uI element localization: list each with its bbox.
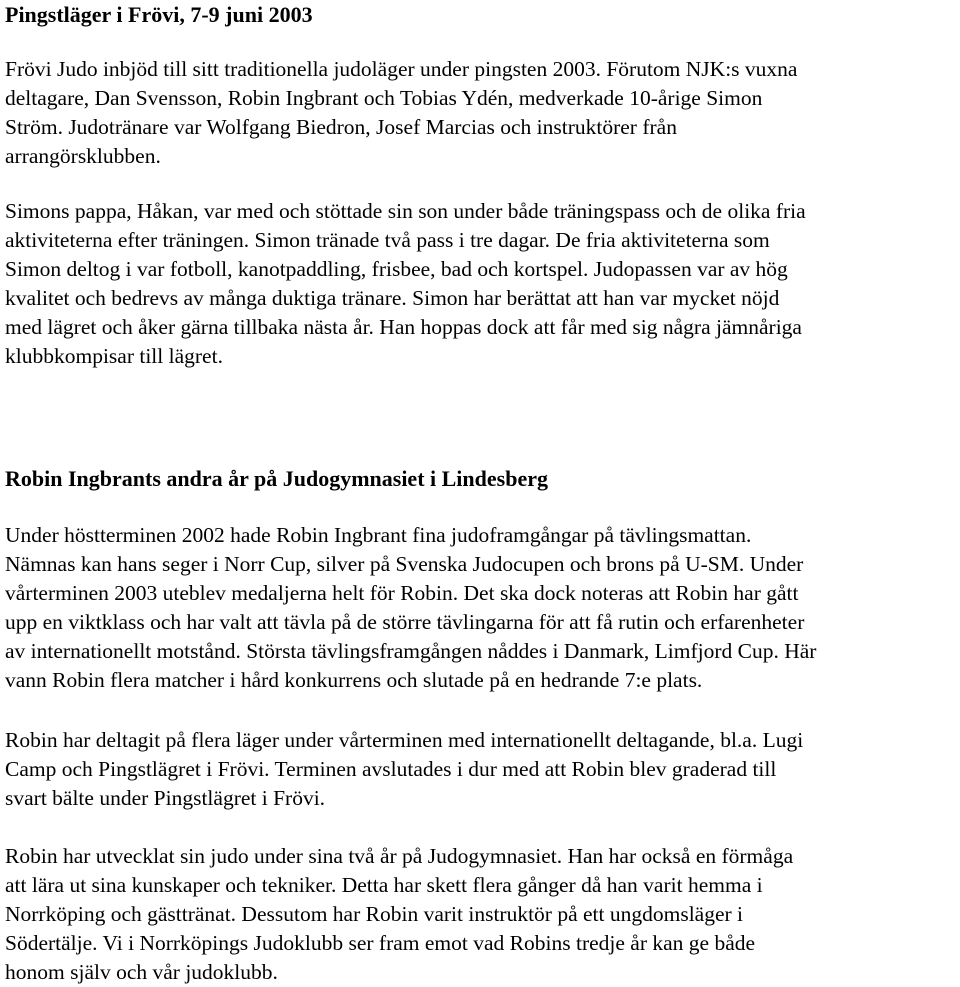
paragraph-simon	[5, 197, 806, 371]
text-line: Nämnas kan hans seger i Norr Cup, silver på Svenska Judocupen och brons på U-SM. Under	[5, 552, 804, 576]
section-title-pingstlager: Pingstläger i Frövi, 7-9 juni 2003	[5, 2, 313, 27]
text-line: Under höstterminen 2002 hade Robin Ingbrant fina judoframgångar på tävlingsmattan.	[5, 523, 752, 547]
text-line: arrangörsklubben.	[5, 144, 161, 168]
text-line: Robin har deltagit på flera läger under vårterminen med internationellt deltagande, bl.a. Lugi	[5, 728, 804, 752]
text-line: Frövi Judo inbjöd till sitt traditionella judoläger under pingsten 2003. Förutom NJK:s vuxna	[5, 57, 798, 81]
text-line: deltagare, Dan Svensson, Robin Ingbrant och Tobias Ydén, medverkade 10-årige Simon	[5, 86, 763, 110]
text-line: Camp och Pingstlägret i Frövi. Terminen avslutades i dur med att Robin blev graderad till	[5, 757, 777, 781]
text-line: Robin har utvecklat sin judo under sina två år på Judogymnasiet. Han har också en förmåga	[5, 844, 794, 868]
paragraph-robin-development	[5, 842, 793, 987]
text-line: Simon deltog i var fotboll, kanotpaddling, frisbee, bad och kortspel. Judopassen var av hög	[5, 257, 788, 281]
paragraph-robin-results	[5, 521, 816, 695]
text-line: honom själv och vår judoklubb.	[5, 960, 278, 984]
text-line: Södertälje. Vi i Norrköpings Judoklubb ser fram emot vad Robins tredje år kan ge både	[5, 931, 756, 955]
text-line: Simons pappa, Håkan, var med och stöttade sin son under både träningspass och de olika fria	[5, 199, 806, 223]
text-line: vårterminen 2003 uteblev medaljerna helt för Robin. Det ska dock noteras att Robin har gått	[5, 581, 799, 605]
text-line: upp en viktklass och har valt att tävla på de större tävlingarna för att få rutin och erfarenheter	[5, 610, 805, 634]
text-line: svart bälte under Pingstlägret i Frövi.	[5, 786, 326, 810]
text-line: klubbkompisar till lägret.	[5, 344, 223, 368]
paragraph-robin-camps	[5, 726, 803, 813]
text-line: kvalitet och bedrevs av många duktiga tränare. Simon har berättat att han var mycket nöjd	[5, 286, 780, 310]
section-title-robin: Robin Ingbrants andra år på Judogymnasiet i Lindesberg	[5, 466, 548, 491]
text-line: Ström. Judotränare var Wolfgang Biedron, Josef Marcias och instruktörer från	[5, 115, 677, 139]
text-line: att lära ut sina kunskaper och tekniker. Detta har skett flera gånger då han varit hemma i	[5, 873, 763, 897]
text-line: aktiviteterna efter träningen. Simon tränade två pass i tre dagar. De fria aktiviteterna som	[5, 228, 770, 252]
paragraph-pingstlager-intro	[5, 55, 797, 171]
text-line: med lägret och åker gärna tillbaka nästa år. Han hoppas dock att får med sig några jämnåriga	[5, 315, 802, 339]
text-line: Norrköping och gästtränat. Dessutom har Robin varit instruktör på ett ungdomsläger i	[5, 902, 744, 926]
text-line: vann Robin flera matcher i hård konkurrens och slutade på en hedrande 7:e plats.	[5, 668, 703, 692]
text-line: av internationellt motstånd. Största tävlingsframgången nåddes i Danmark, Limfjord Cup. Här	[5, 639, 817, 663]
